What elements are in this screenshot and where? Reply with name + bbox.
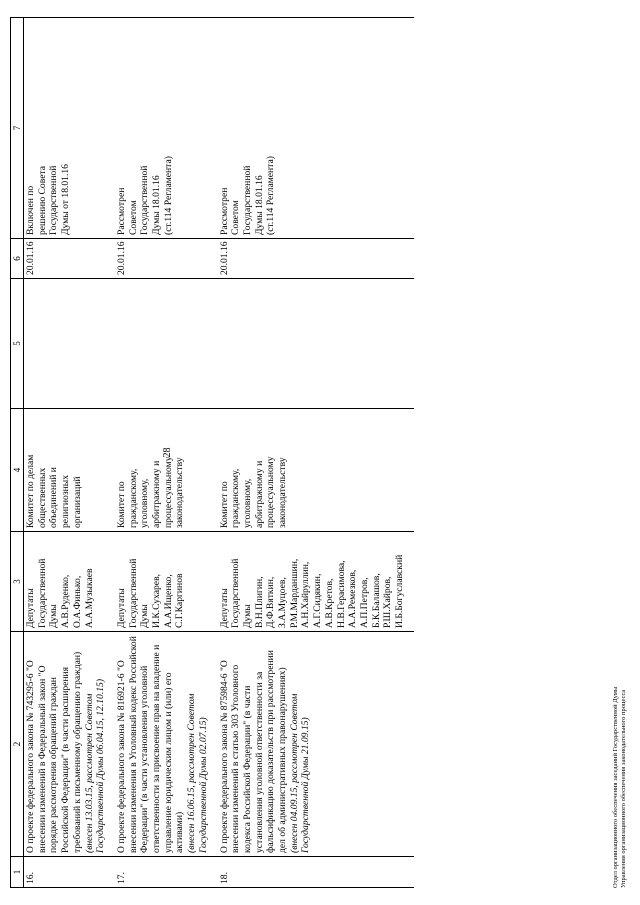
row-number: 17. — [115, 857, 218, 888]
column-number-row — [11, 18, 24, 888]
bill-authors: Депутаты Государственной Думы А.В.Руденко, О.А.Финько, А.А.Музыкаев — [25, 558, 95, 628]
bill-authors: Депутаты Государственной Думы В.Н.Плигин, Д.Ф.Вяткин, З.А.Муцоев, Р.М.Марданшин, А.Н.Хайруллин, А.Г.Сидякин, А.В.Кретов, Н.В.Герасимова, А.А.Ремезков, А.П.Петров, Б.К.Балашов, Р.Ш.Хайров, И.Б.Богуславский — [218, 554, 406, 628]
column-number: 4 — [11, 409, 24, 532]
footer-note — [612, 687, 628, 888]
bill-title: О проекте федерального закона № 875984-6 "О внесении изменений в статью 303 Уголовного кодекса Российской Федерации" (в части установления уголовной ответственности за фальсификацию доказательств при рассмотрении дел об административных правонарушениях) — [218, 650, 289, 853]
decision-cell — [218, 18, 414, 239]
column-number: 6 — [11, 239, 24, 279]
bill-title-cell — [115, 632, 218, 857]
bills-table — [10, 17, 414, 888]
column-number: 2 — [11, 632, 24, 857]
empty-cell — [218, 279, 414, 409]
bill-submission-note: (внесен 04.09.15, рассмотрен Советом Государственной Думы 21.09.15) — [288, 693, 312, 853]
empty-cell — [24, 279, 115, 409]
page-number: 28 — [162, 447, 173, 458]
bill-submission-note: (внесен 13.03.15, рассмотрен Советом Государственной Думы 06.04.15, 12.10.15) — [83, 678, 107, 853]
responsible-committee: Комитет по гражданскому, уголовному, арбитражному и процессуальному законодательству — [218, 456, 289, 528]
decision-cell — [115, 18, 218, 239]
column-number: 5 — [11, 279, 24, 409]
responsible-committee: Комитет по делам общественных объединений и религиозных организаций — [25, 454, 83, 528]
column-number: 7 — [11, 18, 24, 239]
committee-cell — [24, 409, 115, 532]
council-decision: Рассмотрен Советом Государственной Думы 18.01.16 (ст.114 Регламента) — [115, 156, 174, 235]
empty-cell — [115, 279, 218, 409]
date-cell: 20.01.16 — [115, 239, 218, 279]
column-number: 1 — [11, 857, 24, 888]
committee-cell — [218, 409, 414, 532]
bill-submission-note: (внесен 16.06.15, рассмотрен Советом Государственной Думы 02.07.15) — [186, 693, 209, 853]
row-number: 16. — [24, 857, 115, 888]
authors-cell — [218, 532, 414, 632]
row-number: 18. — [218, 857, 414, 888]
date-cell: 20.01.16 — [24, 239, 115, 279]
committee-cell — [115, 409, 218, 532]
date-cell: 20.01.16 — [218, 239, 414, 279]
authors-cell — [24, 532, 115, 632]
council-decision: Рассмотрен Советом Государственной Думы 18.01.16 (ст.114 Регламента) — [218, 156, 277, 235]
bill-authors: Депутаты Государственной Думы И.К.Сухарев, А.А.Ищенко, С.Г.Каргинов — [115, 558, 186, 628]
table-row — [218, 18, 414, 888]
bill-title: О проекте федерального закона № 743295-6 "О внесении изменений в Федеральный закон "О порядке рассмотрения обращений граждан Российской Федерации" (в части расширения требований к письменному обращению граждан) — [25, 651, 83, 853]
column-number: 3 — [11, 532, 24, 632]
footer-line: Отдел организационного обеспечения заседаний Государственной Думы — [612, 686, 619, 888]
bill-title-cell — [24, 632, 115, 857]
bill-title: О проекте федерального закона № 816921-6 "О внесении изменения в Уголовный кодекс Российской Федерации" (в части установления уголовной ответственности за присвоение прав на владение и управление юридическим лицом и (или) его активами) — [115, 636, 186, 853]
bill-title-cell — [218, 632, 414, 857]
table-row — [115, 18, 218, 888]
footer-line: Управления организационного обеспечения законодательного процесса — [620, 689, 628, 888]
responsible-committee: Комитет по гражданскому, уголовному, арбитражному и процессуальному законодательству — [115, 456, 186, 528]
table-row — [24, 18, 115, 888]
decision-cell — [24, 18, 115, 239]
authors-cell — [115, 532, 218, 632]
council-decision: Включен по решению Совета Государственной Думы от 18.01.16 — [25, 164, 72, 235]
